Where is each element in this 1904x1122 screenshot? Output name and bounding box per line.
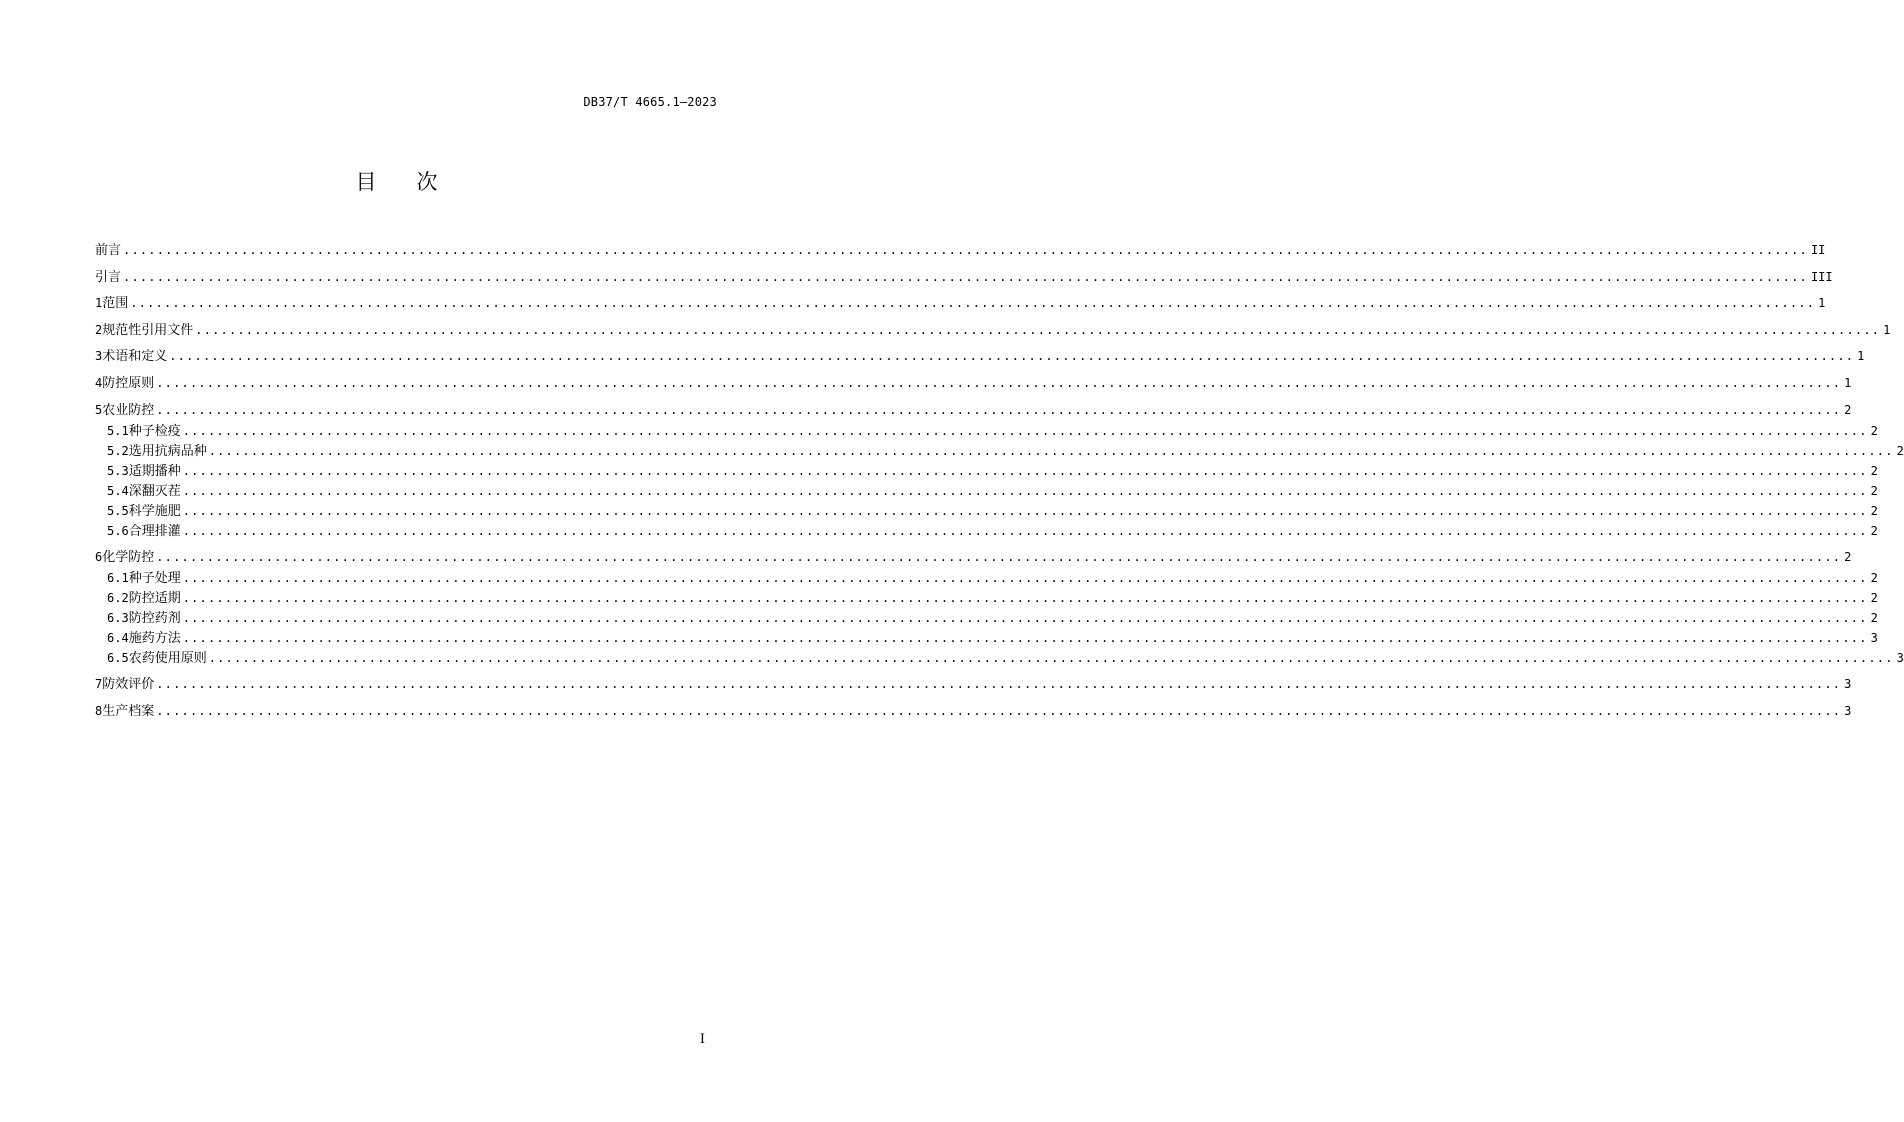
toc-entry-page: 1 — [1883, 323, 1891, 337]
document-code: DB37/T 4665.1—2023 — [583, 95, 717, 109]
toc-entry-number: 1 — [95, 296, 103, 310]
toc-entry-page: 2 — [1896, 444, 1904, 458]
toc-entry-label: 种子检疫 — [128, 424, 181, 439]
toc-subentry[interactable] — [107, 569, 1878, 587]
title-char-1: 目 — [355, 170, 377, 194]
toc-entry-label: 引言 — [95, 270, 122, 285]
toc-entry-label: 适期播种 — [128, 464, 181, 479]
toc-entry-label: 前言 — [95, 243, 122, 258]
toc-entry-page: 2 — [1870, 504, 1878, 518]
toc-entry-page: 2 — [1870, 524, 1878, 538]
toc-entry-label: 农业防控 — [102, 403, 155, 418]
toc-entry-page: 2 — [1870, 424, 1878, 438]
toc-entry-page: 1 — [1844, 376, 1852, 390]
toc-subentry[interactable] — [107, 522, 1878, 540]
toc-entry-page: 1 — [1818, 296, 1826, 310]
toc-subentry[interactable] — [107, 609, 1878, 627]
toc-entry-page: 2 — [1870, 484, 1878, 498]
toc-leader-dots: ........................................................................................................................................................................................................ — [182, 611, 1868, 625]
toc-entry-label: 防控适期 — [128, 591, 181, 606]
toc-leader-dots: ........................................................................................................................................................................................................ — [182, 631, 1868, 645]
toc-subentry[interactable] — [107, 502, 1878, 520]
toc-subentry[interactable] — [107, 442, 1904, 460]
toc-entry-label: 防控原则 — [102, 376, 155, 391]
toc-entry-page: 3 — [1870, 631, 1878, 645]
toc-subentry[interactable] — [107, 629, 1878, 647]
toc-entry-number: 5.4 — [107, 484, 129, 498]
toc-leader-dots: ........................................................................................................................................................................................................ — [123, 243, 1808, 257]
toc-leader-dots: ........................................................................................................................................................................................................ — [182, 591, 1868, 605]
toc-entry-label: 合理排灌 — [128, 524, 181, 539]
toc-entry-label: 科学施肥 — [128, 504, 181, 519]
toc-entry-label: 深翻灭茬 — [128, 484, 181, 499]
toc-entry-number: 6.1 — [107, 571, 129, 585]
toc-entry-label: 术语和定义 — [102, 349, 168, 364]
toc-leader-dots: ........................................................................................................................................................................................................ — [208, 651, 1894, 665]
toc-leader-dots: ........................................................................................................................................................................................................ — [156, 704, 1842, 718]
toc-leader-dots: ........................................................................................................................................................................................................ — [156, 550, 1842, 564]
toc-subentry[interactable] — [107, 649, 1904, 667]
toc-entry[interactable] — [95, 294, 1826, 312]
toc-entry-page: 3 — [1896, 651, 1904, 665]
toc-entry[interactable] — [95, 241, 1826, 259]
toc-entry-page: 3 — [1844, 704, 1852, 718]
toc-leader-dots: ........................................................................................................................................................................................................ — [130, 296, 1816, 310]
toc-subentry[interactable] — [107, 462, 1878, 480]
toc-leader-dots: ........................................................................................................................................................................................................ — [156, 677, 1842, 691]
title-char-2: 次 — [416, 170, 438, 194]
toc-entry-label: 施药方法 — [128, 631, 181, 646]
toc-leader-dots: ........................................................................................................................................................................................................ — [182, 464, 1868, 478]
toc-entry-number: 3 — [95, 349, 103, 363]
page-title — [0, 166, 793, 196]
toc-entry-number: 6.3 — [107, 611, 129, 625]
toc-entry-number: 5.5 — [107, 504, 129, 518]
toc-entry-page: 1 — [1857, 349, 1865, 363]
toc-entry-number: 2 — [95, 323, 103, 337]
toc-leader-dots: ........................................................................................................................................................................................................ — [182, 571, 1868, 585]
toc-entry-page: 3 — [1844, 677, 1852, 691]
toc-entry-number: 5 — [95, 403, 103, 417]
toc-entry[interactable] — [95, 702, 1852, 720]
toc-leader-dots: ........................................................................................................................................................................................................ — [182, 484, 1868, 498]
toc-entry-number: 4 — [95, 376, 103, 390]
toc-leader-dots: ........................................................................................................................................................................................................ — [195, 323, 1881, 337]
toc-entry-label: 规范性引用文件 — [102, 323, 194, 338]
toc-entry-page: 2 — [1870, 591, 1878, 605]
toc-entry-label: 范围 — [102, 296, 129, 311]
toc-entry-number: 5.6 — [107, 524, 129, 538]
toc-leader-dots: ........................................................................................................................................................................................................ — [169, 349, 1855, 363]
toc-entry-page: 2 — [1870, 464, 1878, 478]
toc-entry-number: 7 — [95, 677, 103, 691]
toc-entry[interactable] — [95, 548, 1852, 566]
toc-entry[interactable] — [95, 321, 1891, 339]
toc-leader-dots: ........................................................................................................................................................................................................ — [156, 376, 1842, 390]
toc-entry-label: 生产档案 — [102, 704, 155, 719]
toc-entry-number: 8 — [95, 704, 103, 718]
toc-entry-page: 2 — [1870, 611, 1878, 625]
toc-entry-page: 2 — [1844, 403, 1852, 417]
toc-entry-number: 5.1 — [107, 424, 129, 438]
toc-entry-number: 5.3 — [107, 464, 129, 478]
toc-entry-label: 选用抗病品种 — [128, 444, 207, 459]
toc-leader-dots: ........................................................................................................................................................................................................ — [156, 403, 1842, 417]
toc-subentry[interactable] — [107, 422, 1878, 440]
toc-leader-dots: ........................................................................................................................................................................................................ — [182, 524, 1868, 538]
toc-entry-label: 农药使用原则 — [128, 651, 207, 666]
toc-entry-number: 6.5 — [107, 651, 129, 665]
toc-entry[interactable] — [95, 675, 1852, 693]
toc-leader-dots: ........................................................................................................................................................................................................ — [182, 504, 1868, 518]
toc-entry-label: 防控药剂 — [128, 611, 181, 626]
toc-entry-number: 6.4 — [107, 631, 129, 645]
toc-entry[interactable] — [95, 347, 1865, 365]
toc-leader-dots: ........................................................................................................................................................................................................ — [123, 270, 1808, 284]
toc-entry-page: 2 — [1844, 550, 1852, 564]
toc-subentry[interactable] — [107, 589, 1878, 607]
toc-entry-page: III — [1810, 270, 1833, 284]
toc-entry[interactable] — [95, 268, 1833, 286]
toc-entry-page: 2 — [1870, 571, 1878, 585]
toc-entry-number: 6 — [95, 550, 103, 564]
toc-entry-number: 5.2 — [107, 444, 129, 458]
toc-entry[interactable] — [95, 374, 1852, 392]
toc-leader-dots: ........................................................................................................................................................................................................ — [208, 444, 1894, 458]
toc-entry-label: 化学防控 — [102, 550, 155, 565]
page-number: I — [699, 1032, 705, 1047]
toc-entry-label: 防效评价 — [102, 677, 155, 692]
toc-entry-label: 种子处理 — [128, 571, 181, 586]
toc-entry-number: 6.2 — [107, 591, 129, 605]
toc-entry[interactable] — [95, 401, 1852, 419]
toc-entry-page: II — [1810, 243, 1826, 257]
toc-subentry[interactable] — [107, 482, 1878, 500]
toc-leader-dots: ........................................................................................................................................................................................................ — [182, 424, 1868, 438]
